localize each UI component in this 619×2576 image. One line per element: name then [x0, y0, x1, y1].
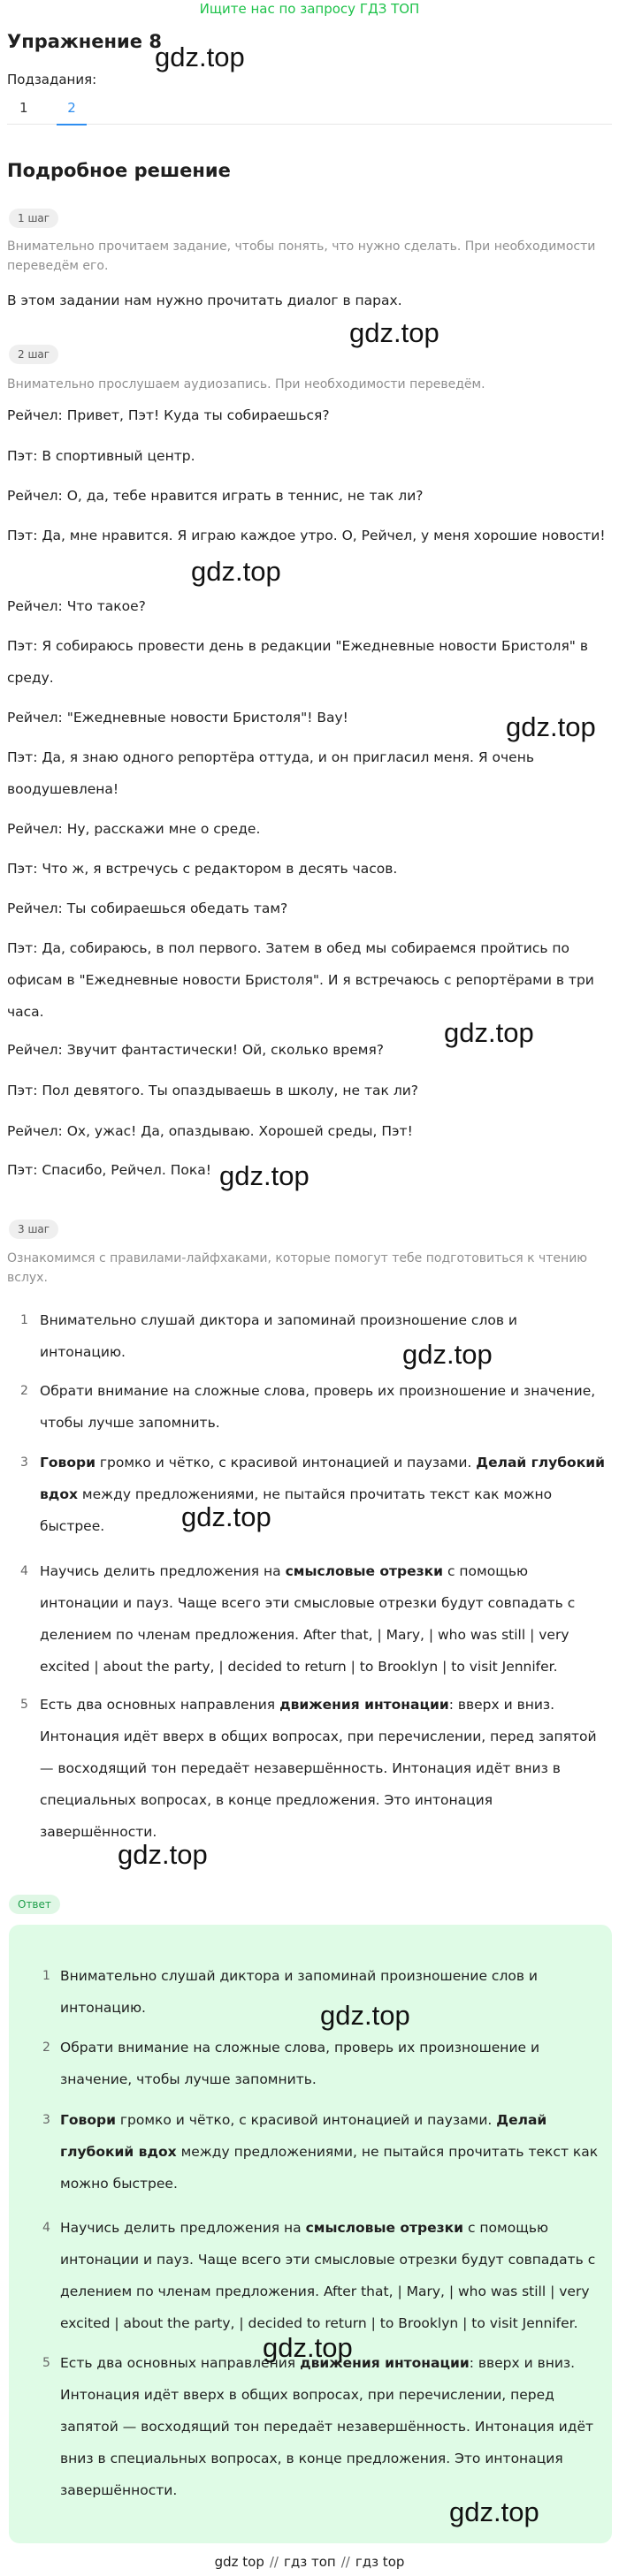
watermark: gdz.top	[320, 2000, 410, 2031]
watermark: gdz.top	[155, 42, 245, 72]
step-3-note: Ознакомимся с правилами-лайфхаками, которые помогут тебе подготовиться к чтению вслух.	[7, 1251, 588, 1285]
watermark: gdz.top	[118, 1839, 208, 1870]
tip-item: Внимательно слушай диктора и запоминай произношение слов и интонацию.	[40, 1312, 517, 1360]
tip-number: 1	[20, 1313, 28, 1327]
answer-emphasis: Делай глубокий вдох	[60, 2112, 547, 2160]
tip-item	[40, 1447, 606, 1542]
dialogue-line: Рейчел: Ты собираешься обедать там?	[7, 900, 288, 916]
tip-item	[40, 1555, 606, 1683]
answer-item	[60, 2347, 600, 2506]
step-1-badge: 1 шаг	[9, 209, 58, 228]
dialogue-line: Пэт: Да, мне нравится. Я играю каждое утро. О, Рейчел, у меня хорошие новости!	[7, 528, 606, 543]
answer-number: 3	[42, 2113, 50, 2127]
tip-emphasis: движения интонации	[279, 1697, 449, 1713]
dialogue-line: Пэт: Да, я знаю одного репортёра оттуда, и он пригласил меня. Я очень воодушевлена!	[7, 749, 534, 797]
answer-emphasis: Говори	[60, 2112, 116, 2128]
answer-text: громко и чётко, с красивой интонацией и паузами.	[115, 2112, 497, 2128]
promo-banner[interactable]: Ищите нас по запросу ГДЗ ТОП	[199, 1, 420, 17]
answer-item: Внимательно слушай диктора и запоминай произношение слов и интонацию.	[60, 1968, 538, 2016]
dialogue-line: Рейчел: Звучит фантастически! Ой, сколько время?	[7, 1042, 385, 1058]
dialogue-line: Рейчел: "Ежедневные новости Бристоля"! Вау!	[7, 710, 348, 726]
tip-number: 3	[20, 1455, 28, 1470]
footer-link[interactable]: gdz top	[214, 2554, 264, 2570]
tip-number: 5	[20, 1698, 28, 1712]
answer-emphasis: смысловые отрезки	[305, 2220, 464, 2236]
answer-number: 5	[42, 2356, 50, 2370]
tip-text: Есть два основных направления	[40, 1697, 280, 1713]
dialogue-line: Рейчел: О, да, тебе нравится играть в теннис, не так ли?	[7, 488, 424, 504]
subtask-tabs	[7, 92, 612, 125]
step-2-note: Внимательно прослушаем аудиозапись. При необходимости переведём.	[7, 377, 485, 391]
dialogue-line: Пэт: Спасибо, Рейчел. Пока!	[7, 1162, 211, 1178]
footer-separator: //	[340, 2554, 350, 2570]
tip-number: 4	[20, 1564, 28, 1578]
tip-emphasis: Делай глубокий вдох	[40, 1455, 605, 1502]
answer-text: Научись делить предложения на	[60, 2220, 306, 2236]
watermark: gdz.top	[191, 556, 281, 587]
watermark: gdz.top	[402, 1339, 493, 1370]
tip-text: с помощью интонации и пауз. Чаще всего эти смысловые отрезки будут совпадать с делением по членам предложения. After that, | Mary, | who was still | very excited | about the party, | decided to return | to Brooklyn | to visit Jennifer.	[40, 1563, 576, 1675]
dialogue-line: Пэт: Что ж, я встречусь с редактором в десять часов.	[7, 861, 398, 877]
answer-number: 2	[42, 2040, 50, 2055]
tip-text: Научись делить предложения на	[40, 1563, 286, 1579]
answer-item: Обрати внимание на сложные слова, проверь их произношение и значение, чтобы лучше запомнить.	[60, 2040, 540, 2087]
tip-item	[40, 1689, 606, 1848]
dialogue-line: Пэт: Я собираюсь провести день в редакции "Ежедневные новости Бристоля" в среду.	[7, 638, 588, 686]
dialogue-line: Рейчел: Ох, ужас! Да, опаздываю. Хорошей среды, Пэт!	[7, 1123, 413, 1139]
answer-text: между предложениями, не пытайся прочитать текст как можно быстрее.	[60, 2144, 599, 2192]
watermark: gdz.top	[444, 1017, 534, 1048]
tip-text: : вверх и вниз. Интонация идёт вверх в общих вопросах, при перечислении, перед запятой — восходящий тон передаёт незавершённость. Интонация идёт вниз в специальных вопросах, в конце предложения. Это интонация завершённости.	[40, 1697, 597, 1840]
answer-text: Есть два основных направления	[60, 2355, 301, 2371]
tab-subtask-1[interactable]: 1	[19, 100, 28, 116]
footer-links	[0, 2551, 619, 2572]
watermark: gdz.top	[349, 317, 439, 348]
step-2-badge: 2 шаг	[9, 345, 58, 364]
answer-text: с помощью интонации и пауз. Чаще всего эти смысловые отрезки будут совпадать с делением по членам предложения. After that, | Mary, | who was still | very excited | about the party, | decided to return | to Brooklyn | to visit Jennifer.	[60, 2220, 596, 2331]
watermark: gdz.top	[449, 2496, 539, 2527]
dialogue-line: Пэт: В спортивный центр.	[7, 448, 195, 464]
footer-link[interactable]: гдз топ	[283, 2554, 336, 2570]
dialogue-line: Рейчел: Ну, расскажи мне о среде.	[7, 821, 261, 837]
dialogue-line: Рейчел: Что такое?	[7, 598, 146, 614]
answer-badge: Ответ	[9, 1895, 60, 1914]
tip-item: Обрати внимание на сложные слова, проверь их произношение и значение, чтобы лучше запомнить.	[40, 1383, 596, 1431]
watermark: gdz.top	[219, 1160, 310, 1191]
dialogue-line: Рейчел: Привет, Пэт! Куда ты собираешься?	[7, 407, 330, 423]
dialogue-line: Пэт: Да, собираюсь, в пол первого. Затем в обед мы собираемся пройтись по офисам в "Ежедневные новости Бристоля". И я встречаюсь с репортёрами в три часа.	[7, 940, 594, 1020]
step-3-badge: 3 шаг	[9, 1220, 58, 1239]
page-title: Упражнение 8	[7, 31, 162, 52]
tip-text: между предложениями, не пытайся прочитать текст как можно быстрее.	[40, 1486, 553, 1534]
watermark: gdz.top	[181, 1501, 271, 1532]
answer-emphasis: движения интонации	[300, 2355, 470, 2371]
solution-heading: Подробное решение	[7, 160, 231, 181]
tip-emphasis: Говори	[40, 1455, 96, 1470]
answer-number: 4	[42, 2221, 50, 2235]
dialogue-line: Пэт: Пол девятого. Ты опаздываешь в школу, не так ли?	[7, 1083, 419, 1098]
watermark: gdz.top	[506, 711, 596, 742]
tab-subtask-2[interactable]: 2	[57, 99, 87, 117]
answer-number: 1	[42, 1969, 50, 1983]
subtasks-label: Подзадания:	[7, 72, 97, 87]
tip-text: громко и чётко, с красивой интонацией и паузами.	[95, 1455, 477, 1470]
answer-item	[60, 2212, 600, 2339]
footer-separator: //	[269, 2554, 279, 2570]
footer-link[interactable]: гдз top	[355, 2554, 405, 2570]
step-1-note: Внимательно прочитаем задание, чтобы понять, что нужно сделать. При необходимости переведём его.	[7, 239, 596, 273]
tip-number: 2	[20, 1384, 28, 1398]
watermark: gdz.top	[263, 2332, 353, 2363]
answer-text: : вверх и вниз. Интонация идёт вверх в общих вопросах, при перечислении, перед запятой — восходящий тон передаёт незавершённость. Интонация идёт вниз в специальных вопросах, в конце предложения. Это интонация завершённости.	[60, 2355, 594, 2498]
answer-item	[60, 2104, 600, 2200]
tip-emphasis: смысловые отрезки	[285, 1563, 444, 1579]
step-1-text: В этом задании нам нужно прочитать диалог в парах.	[7, 293, 402, 308]
